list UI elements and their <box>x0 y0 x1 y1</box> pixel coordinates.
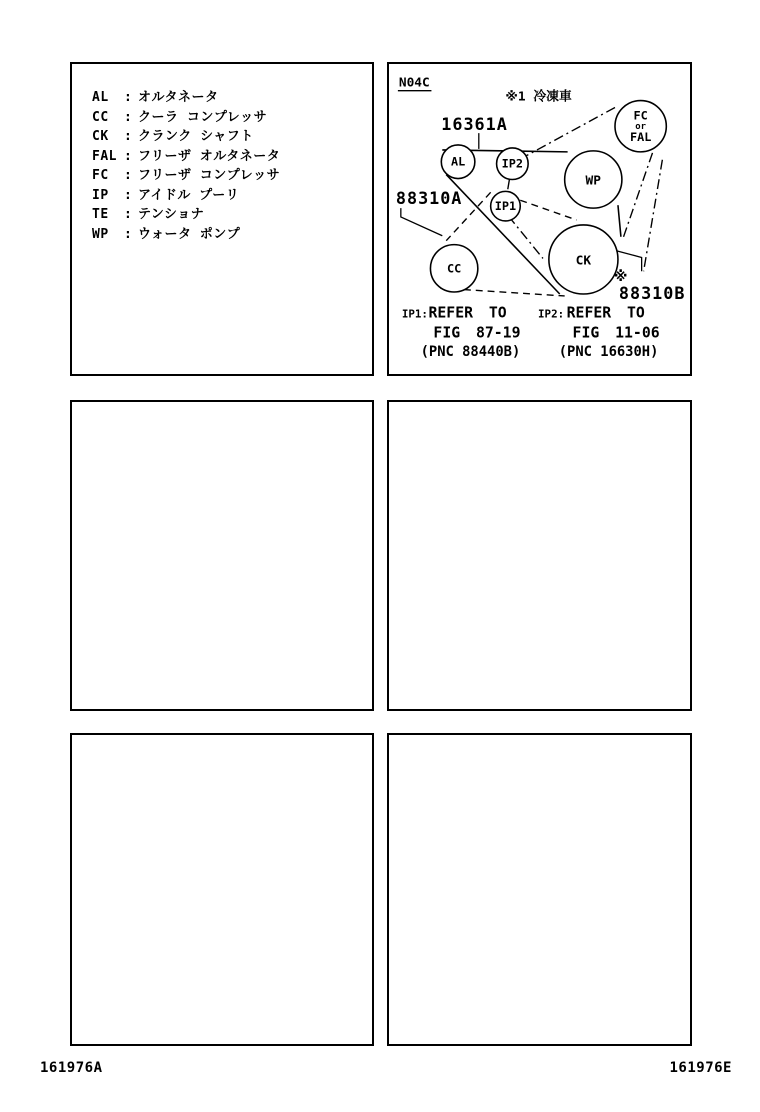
belt-freezer-dashdot-line <box>623 153 653 239</box>
pulley-or-label: or <box>635 122 646 133</box>
ref-ip2-fig: FIG 11-06 <box>572 324 660 342</box>
pulley-wp-label: WP <box>585 173 602 189</box>
legend-row <box>92 125 372 145</box>
empty-panel-mid-left <box>70 400 374 711</box>
legend-panel <box>70 62 374 376</box>
legend-row <box>92 203 372 223</box>
ref-ip2-refer: REFER TO <box>566 304 645 322</box>
belt-freezer-dashdot-line <box>526 107 615 155</box>
pulley-ip2-label: IP2 <box>501 156 524 171</box>
pulley-ip1-label: IP1 <box>494 199 517 214</box>
legend-separator: : <box>124 187 133 203</box>
legend-row <box>92 86 372 106</box>
legend-name: フリーザ コンプレッサ <box>138 168 281 183</box>
legend-name: クランク シャフト <box>138 129 254 144</box>
pulley-al-label: AL <box>450 154 466 169</box>
belt-freezer-dashdot-line <box>644 160 663 272</box>
pulley-cc-label: CC <box>447 261 462 276</box>
legend-abbr: AL <box>92 90 109 105</box>
leader-line-88310A <box>401 208 442 236</box>
legend-abbr: CK <box>92 129 109 144</box>
legend-abbr: FC <box>92 168 109 183</box>
part-number-88310A: 88310A <box>395 188 463 209</box>
part-number-16361A: 16361A <box>441 114 508 135</box>
legend-name: テンショナ <box>138 207 205 222</box>
ref-ip1-fig: FIG 87-19 <box>433 324 521 342</box>
legend-name: フリーザ オルタネータ <box>138 148 281 164</box>
ref-ip1-refer: REFER TO <box>428 304 507 322</box>
model-code-label: N04C <box>398 75 430 91</box>
ref-ip1-pnc: (PNC 88440B) <box>420 344 521 361</box>
empty-panel-bottom-left <box>70 733 374 1046</box>
legend-name: ウォータ ポンプ <box>138 226 241 242</box>
legend-abbr: TE <box>92 207 109 222</box>
legend-separator: : <box>124 129 133 144</box>
legend-row <box>92 106 372 126</box>
pulley-fal-label: FAL <box>629 130 652 145</box>
legend-separator: : <box>124 148 133 164</box>
ref-ip2-prefix: IP2: <box>538 307 565 321</box>
legend-row <box>92 223 372 243</box>
pulley-ck-label: CK <box>575 253 592 269</box>
belt-ac-dashed-line <box>520 200 576 220</box>
belt-main-line <box>618 205 621 237</box>
legend-abbr: WP <box>92 226 109 242</box>
legend-separator: : <box>124 109 133 125</box>
legend-separator: : <box>124 226 133 242</box>
ref-ip1-prefix: IP1: <box>401 307 428 321</box>
ref-ip2-pnc: (PNC 16630H) <box>558 344 659 361</box>
legend-row <box>92 184 372 204</box>
legend-name: クーラ コンプレッサ <box>138 109 268 125</box>
freezer-note-label: ※1 冷凍車 <box>505 89 572 105</box>
belt-freezer-dashdot-line <box>507 180 509 192</box>
legend-separator: : <box>124 90 133 105</box>
legend-separator: : <box>124 207 133 222</box>
pulley-fc-label: FC <box>633 108 648 123</box>
legend-abbr: CC <box>92 109 109 125</box>
legend-list <box>72 64 372 242</box>
legend-row <box>92 145 372 165</box>
belt-diagram-svg <box>389 64 690 372</box>
legend-row <box>92 164 372 184</box>
belt-diagram-panel <box>387 62 692 376</box>
freezer-marker: ※ <box>614 269 628 286</box>
legend-name: オルタネータ <box>138 90 219 105</box>
legend-name: アイドル プーリ <box>138 187 240 203</box>
part-number-88310B: 88310B <box>618 282 686 303</box>
legend-abbr: FAL <box>92 148 117 164</box>
figure-code-left: 161976A <box>40 1060 103 1076</box>
legend-abbr: IP <box>92 187 109 203</box>
belt-freezer-dashdot-line <box>508 216 543 258</box>
legend-separator: : <box>124 168 133 183</box>
figure-code-right: 161976E <box>669 1060 732 1076</box>
empty-panel-mid-right <box>387 400 692 711</box>
empty-panel-bottom-right <box>387 733 692 1046</box>
